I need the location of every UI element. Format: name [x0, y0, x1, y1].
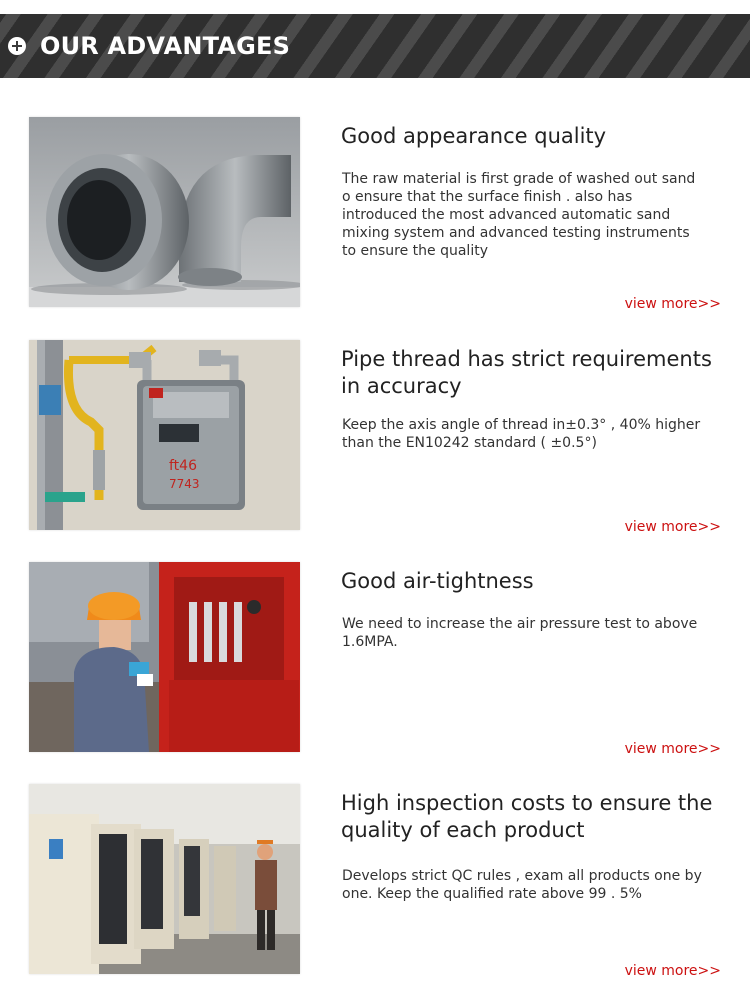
feature-title: High inspection costs to ensure the quality of each product	[341, 791, 713, 842]
feature-item	[0, 117, 750, 312]
view-more-link[interactable]: view more>>	[624, 296, 721, 312]
gas-meter-piping-photo	[29, 340, 300, 530]
galvanized-pipe-fittings-photo	[29, 117, 300, 307]
section-banner	[0, 14, 750, 78]
feature-description: Keep the axis angle of thread in±0.3° , 40% higher than the EN10242 standard ( ±0.5°)	[342, 417, 701, 451]
section-title: OUR ADVANTAGES	[40, 32, 291, 60]
feature-description: The raw material is first grade of washed out sand o ensure that the surface finish . also has introduced the most advanced automatic sand mixing system and advanced testing instruments to ensure the quality	[342, 171, 696, 259]
feature-title: Good appearance quality	[341, 124, 607, 148]
air-pressure-test-worker-photo	[29, 562, 300, 752]
machining-workshop-photo	[29, 784, 300, 974]
feature-description: Develops strict QC rules , exam all products one by one. Keep the qualified rate above 99 . 5%	[342, 868, 702, 902]
view-more-link[interactable]: view more>>	[624, 963, 721, 979]
feature-description: We need to increase the air pressure test to above 1.6MPA.	[342, 616, 698, 650]
feature-item	[0, 562, 750, 757]
view-more-link[interactable]: view more>>	[624, 741, 721, 757]
view-more-link[interactable]: view more>>	[624, 519, 721, 535]
feature-title: Good air-tightness	[341, 569, 534, 593]
feature-title: Pipe thread has strict requirements in accuracy	[341, 347, 712, 398]
feature-item	[0, 340, 750, 535]
feature-item	[0, 784, 750, 979]
plus-circle-icon	[8, 37, 26, 55]
svg-text:7743: 7743	[169, 477, 200, 491]
svg-text:ft46: ft46	[169, 458, 197, 474]
